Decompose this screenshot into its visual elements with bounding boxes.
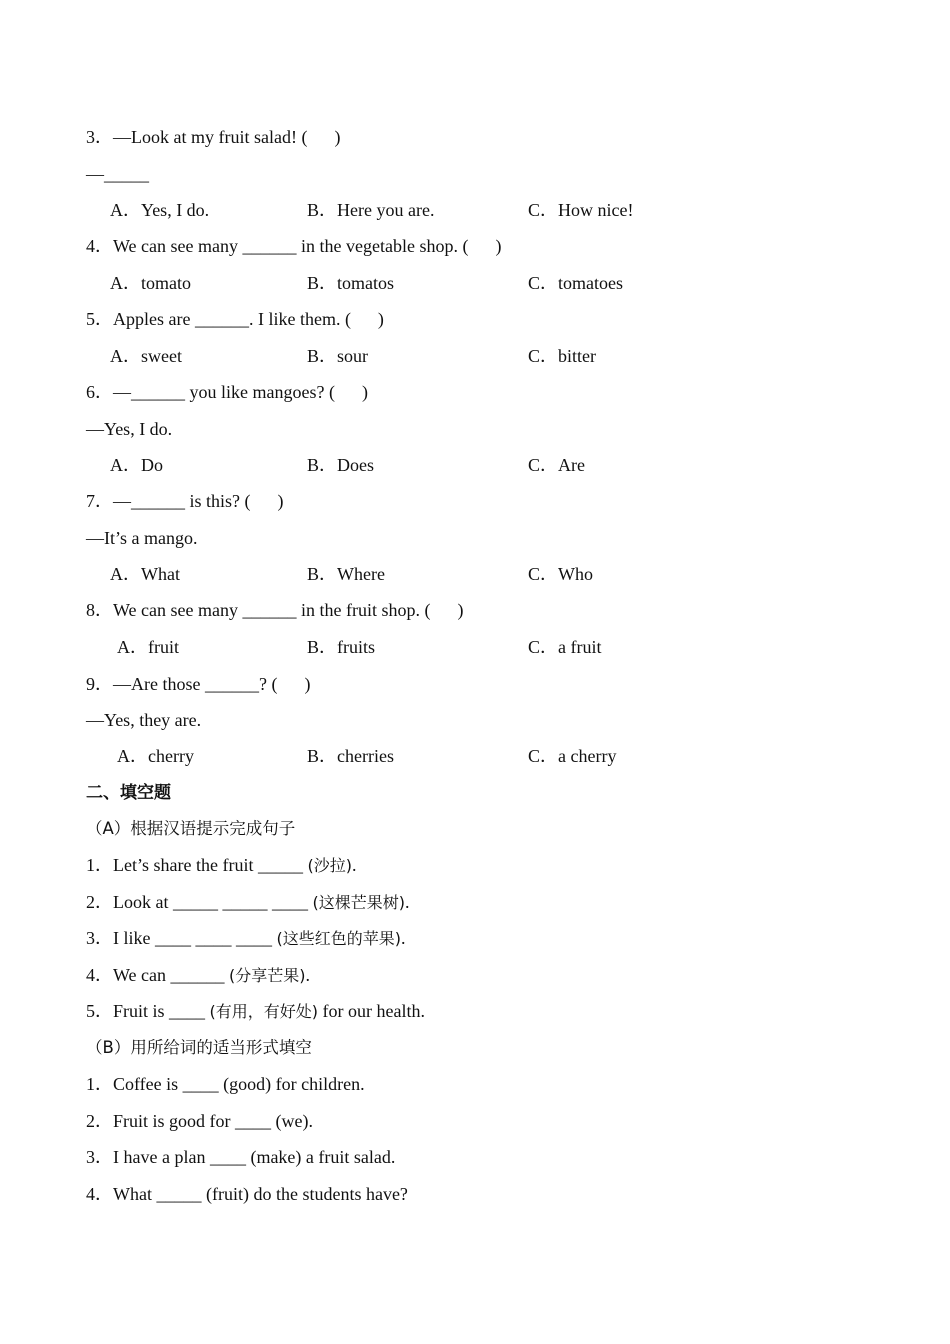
question-5-option-b: B．sour xyxy=(307,346,369,366)
section-2-title: 二、填空题 xyxy=(86,783,171,803)
question-5-stem: 5．Apples are ______. I like them. ( ) xyxy=(86,309,384,329)
part-a-item-4-tail: . xyxy=(305,965,311,985)
question-8-option-b: B．fruits xyxy=(307,637,376,657)
question-9-reply: —Yes, they are. xyxy=(86,710,202,730)
part-a-item-4-hint: (分享芒果) xyxy=(229,966,306,985)
question-7-option-a: A．What xyxy=(110,564,180,584)
question-8-stem: 8．We can see many ______ in the fruit shop. ( ) xyxy=(86,600,464,620)
question-5-option-c: C．bitter xyxy=(528,346,596,366)
part-a-item-5-hint: (有用，有好处) xyxy=(209,1002,319,1021)
question-3-option-b: B．Here you are. xyxy=(307,200,435,220)
question-9-option-b: B．cherries xyxy=(307,746,394,766)
question-6-reply: —Yes, I do. xyxy=(86,419,173,439)
part-a-item-5-en: 5．Fruit is ____ xyxy=(86,1001,210,1021)
part-a-item-5 xyxy=(86,1000,425,1023)
part-a-item-3-en: 3．I like ____ ____ ____ xyxy=(86,928,277,948)
question-5-option-a: A．sweet xyxy=(110,346,182,366)
question-8-option-a: A．fruit xyxy=(117,637,179,657)
question-7-stem: 7．—______ is this? ( ) xyxy=(86,491,284,511)
question-3-option-c: C．How nice! xyxy=(528,200,634,220)
question-9-stem: 9．—Are those ______? ( ) xyxy=(86,674,311,694)
part-a-item-2 xyxy=(86,891,410,914)
part-b-item-4: 4．What _____ (fruit) do the students have? xyxy=(86,1184,408,1204)
question-3-reply: —_____ xyxy=(86,164,149,184)
question-9-option-c: C．a cherry xyxy=(528,746,617,766)
part-b-item-3: 3．I have a plan ____ (make) a fruit salad. xyxy=(86,1147,396,1167)
question-4-option-c: C．tomatoes xyxy=(528,273,623,293)
question-7-option-c: C．Who xyxy=(528,564,593,584)
part-a-item-1 xyxy=(86,854,356,877)
part-a-item-2-tail: . xyxy=(405,892,410,912)
question-4-stem: 4．We can see many ______ in the vegetable shop. ( ) xyxy=(86,236,502,256)
question-4-option-a: A．tomato xyxy=(110,273,191,293)
part-a-item-2-en: 2．Look at _____ _____ ____ xyxy=(86,892,313,912)
question-9-option-a: A．cherry xyxy=(117,746,194,766)
part-a-item-1-hint: (沙拉) xyxy=(307,856,352,875)
part-a-item-2-hint: (这棵芒果树) xyxy=(312,893,405,912)
part-b-title: （B）用所给词的适当形式填空 xyxy=(86,1038,312,1057)
part-a-item-4-en: 4．We can ______ xyxy=(86,965,230,985)
part-a-item-5-tail: for our health. xyxy=(318,1001,425,1021)
question-6-option-b: B．Does xyxy=(307,455,374,475)
part-a-item-4 xyxy=(86,964,310,987)
part-a-item-3-hint: (这些红色的苹果) xyxy=(276,929,401,948)
part-a-item-1-tail: . xyxy=(351,855,357,875)
part-a-item-3 xyxy=(86,927,406,950)
part-a-item-1-en: 1．Let’s share the fruit _____ xyxy=(86,855,308,875)
part-a-item-3-tail: . xyxy=(401,928,406,948)
question-8-option-c: C．a fruit xyxy=(528,637,602,657)
question-3-stem: 3．—Look at my fruit salad! ( ) xyxy=(86,127,341,147)
part-b-item-2: 2．Fruit is good for ____ (we). xyxy=(86,1111,313,1131)
part-b-item-1: 1．Coffee is ____ (good) for children. xyxy=(86,1074,365,1094)
part-a-title: （A）根据汉语提示完成句子 xyxy=(86,819,296,838)
question-4-option-b: B．tomatos xyxy=(307,273,395,293)
question-6-option-c: C．Are xyxy=(528,455,585,475)
question-3-option-a: A．Yes, I do. xyxy=(110,200,210,220)
question-7-option-b: B．Where xyxy=(307,564,385,584)
question-6-stem: 6．—______ you like mangoes? ( ) xyxy=(86,382,368,402)
question-7-reply: —It’s a mango. xyxy=(86,528,198,548)
question-6-option-a: A．Do xyxy=(110,455,163,475)
